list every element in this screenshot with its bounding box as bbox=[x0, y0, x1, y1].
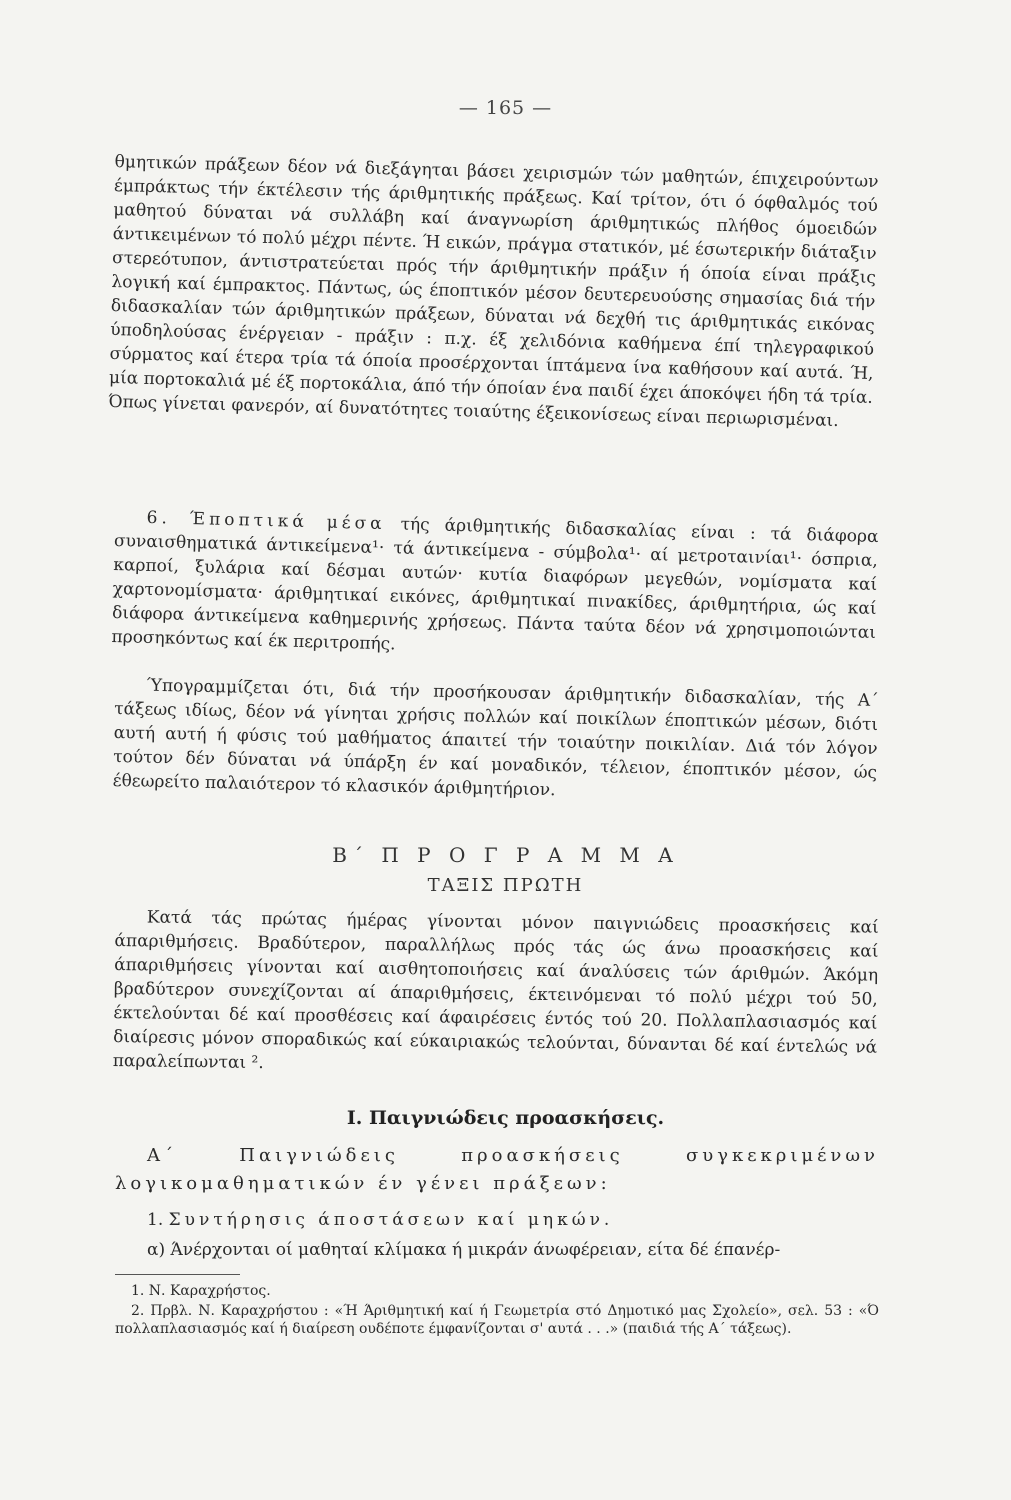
subheading-a: Α΄ Παιγνιώδεις προασκήσεις συγκεκριμένων λογικομαθηματικών έν γένει πράξεων: bbox=[115, 1145, 879, 1194]
footnote-2: 2. Πρβλ. Ν. Καραχρήστου : «Ή Άριθμητική καί ή Γεωμετρία στό Δημοτικό μας Σχολείο», σελ. 53 : «Ό πολλαπλασιασμός καί ή διαίρεση ουδέποτε έμφανίζονται σ' αυτά . . .» (παιδιά τής Α΄ τάξεως). bbox=[115, 1303, 879, 1337]
list-item-a: α) Άνέρχονται οί μαθηταί κλίμακα ή μικράν άνωφέρειαν, είτα δέ έπανέρ- bbox=[147, 1240, 781, 1260]
item-label: Συντήρησις άποστάσεων καί μηκών. bbox=[168, 1210, 614, 1230]
footnote-divider bbox=[115, 1274, 240, 1275]
paragraph-text: Κατά τάς πρώτας ήμέρας γίνονται μόνον παιγνιώδεις προασκήσεις καί άπαριθμήσεις. Βραδύτερον, παραλλήλως πρός τάς ώς άνω προασκήσεις καί άπαριθμήσεις γίνονται καί αισθητοποιήσεις καί άναλύσεις τών άριθμών. Άκόμη βραδύτερον συνεχίζονται αί άπαριθμήσεις, έκτεινόμεναι τό πολύ μέχρι τού 50, έκτελούνται δέ καί προσθέσεις καί άφαιρέσεις έντός τού 20. Πολλαπλασιασμός καί διαίρεσις μόνον σποραδικώς καί εύκαιριακώς τελούνται, δύνανται δέ καί έντελώς νά παραλείπωνται ². bbox=[112, 907, 879, 1074]
paragraph-emphasis bbox=[112, 673, 878, 809]
paragraph-first-days bbox=[113, 905, 879, 1084]
section-label: 6. Έποπτικά μέσα bbox=[146, 507, 386, 535]
list-item-1 bbox=[115, 1210, 879, 1230]
section-heading-program: Β΄ Π Ρ Ο Γ Ρ Α Μ Μ Α bbox=[332, 843, 679, 867]
paragraph-text: θμητικών πράξεων δέον νά διεξάγηται βάσει χειρισμών τών μαθητών, έπιχειρούντων έμπράκτως τήν έκτέλεσιν τής άριθμητικής πράξεως. Καί τρίτον, ότι ό όφθαλμός τού μαθητού δύναται νά συλλάβη καί άναγνωρίση άριθμητικώς πλήθος όμοειδών άντικειμένων τό πολύ μέχρι πέντε. Ή εικών, πράγμα στατικόν, μέ έσωτερικήν διάταξιν στερεότυπον, άντιστρατεύεται πρός τήν άριθμητικήν πράξιν ή όποία είναι πράξις λογική καί έμπρακτος. Πάντως, ώς έποπτικόν μέσον δευτερευούσης σημασίας διά τήν διδασκαλίαν τών άριθμητικών πράξεων, δύναται νά δεχθή τις άριθμητικάς εικόνας ύποδηλούσας ένέργειαν - πράξιν : π.χ. έξ χελιδόνια καθήμενα έπί τηλεγραφικού σύρματος καί έτερα τρία τά όποία προσέρχονται ίπτάμενα ίνα καθήσουν καί αυτά. Ή, μία πορτοκαλιά μέ έξ πορτοκάλια, άπό τήν όποίαν ένα παιδί έχει άποκόψει ήδη τά τρία. Όπως γίνεται φανερόν, αί δυνατότητες τοιαύτης έξεικονίσεως είναι περιωρισμέναι. bbox=[108, 151, 879, 432]
paragraph-teaching-means bbox=[111, 505, 879, 669]
page-number: — 165 — bbox=[458, 97, 553, 119]
class-title: ΤΑΞΙΣ ΠΡΩΤΗ bbox=[427, 875, 584, 896]
paragraph-text: Ύπογραμμίζεται ότι, διά τήν προσήκουσαν άριθμητικήν διδασκαλίαν, τής Α΄ τάξεως ιδίως, δέον νά γίνηται χρήσις πολλών καί ποικίλων έποπτικών μέσων, διότι αυτή αυτή ή φύσις τού μαθήματος άπαιτεί τήν τοιαύτην ποικιλίαν. Διά τόν λόγον τούτον δέν δύναται νά ύπάρξη έν καί μοναδικόν, τέλειον, έποπτικόν μέσον, ώς έθεωρείτο παλαιότερον τό κλασικόν άριθμητήριον. bbox=[112, 675, 879, 801]
item-number: 1. bbox=[147, 1210, 164, 1230]
section-heading-playful-exercises: I. Παιγνιώδεις προασκήσεις. bbox=[346, 1107, 665, 1129]
footnote-1: 1. Ν. Καραχρήστος. bbox=[131, 1283, 271, 1299]
paragraph-intro bbox=[108, 150, 879, 434]
footnotes bbox=[115, 1282, 879, 1340]
paragraph-text bbox=[111, 505, 879, 669]
paragraph-body: τής άριθμητικής διδασκαλίας είναι : τά διάφορα συναισθηματικά άντικείμενα¹· τά άντικείμενα - σύμβολα¹· αί μετροταινίαι¹· όσπρια, καρποί, ξυλάρια καί δέσμαι αυτών· κυτία διαφόρων μεγεθών, νομίσματα καί χαρτονομίσματα· άριθμητικαί εικόνες, άριθμητικαί πινακίδες, άριθμητήρια, ώς καί διάφορα άντικείμενα καθημερινής χρήσεως. Πάντα ταύτα δέον νά χρησιμοποιώνται προσηκόντως καί έκ περιτροπής. bbox=[111, 514, 879, 655]
